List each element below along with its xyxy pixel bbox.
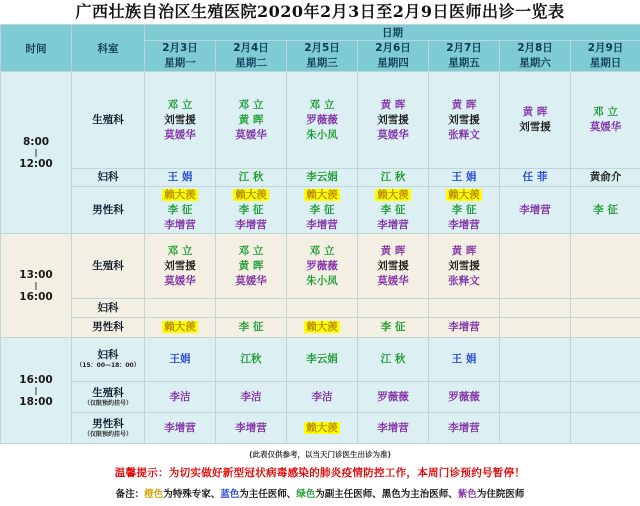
color-legend: [0, 486, 640, 502]
schedule-table: [0, 24, 640, 444]
schedule-cell: 李增营: [145, 413, 216, 444]
day-header: 2月3日 星期一: [145, 41, 216, 72]
schedule-cell: [571, 299, 640, 318]
schedule-cell: 赖大羡: [287, 318, 358, 338]
schedule-cell: [571, 234, 640, 299]
schedule-cell: 赖大羡 李 征 李增营: [358, 187, 429, 234]
schedule-cell: [500, 234, 571, 299]
legend-meaning: 为主治医师、: [400, 489, 458, 500]
legend-color-orange: 橙色: [144, 489, 164, 500]
schedule-cell: [500, 338, 571, 382]
schedule-cell: [571, 413, 640, 444]
day-header: 2月5日 星期三: [287, 41, 358, 72]
session-morning-time: 8:00 | 12:00: [1, 72, 72, 234]
dept-column-header: 科室: [72, 25, 145, 72]
schedule-cell: 江 秋: [358, 338, 429, 382]
schedule-cell: 任 菲: [500, 169, 571, 187]
schedule-cell: 李洁: [145, 382, 216, 413]
session-afternoon-time: 13:00 | 16:00: [1, 234, 72, 338]
schedule-cell: 黄 晖 刘雪援 张释文: [429, 234, 500, 299]
schedule-cell: 李云娟: [287, 338, 358, 382]
day-header: 2月4日 星期二: [216, 41, 287, 72]
legend-meaning: 为主任医师、: [239, 489, 297, 500]
schedule-cell: 邓 立 莫媛华: [571, 72, 640, 169]
legend-prefix: 备注：: [115, 489, 145, 500]
schedule-cell: 李增营: [216, 413, 287, 444]
legend-meaning: 为副主任医师、: [315, 489, 382, 500]
schedule-cell: 黄 晖 刘雪援: [500, 72, 571, 169]
schedule-cell: 王娟: [145, 338, 216, 382]
day-header: 2月6日 星期四: [358, 41, 429, 72]
schedule-cell: 李 征: [216, 318, 287, 338]
dept-gynecology: 妇科: [72, 299, 145, 318]
dept-reproductive: 生殖科: [72, 234, 145, 299]
session-evening-time: 16:00 | 18:00: [1, 338, 72, 444]
schedule-cell: 王 娟: [429, 338, 500, 382]
reference-note: (此表仅供参考，以当天门诊医生出诊为准): [249, 450, 391, 459]
schedule-cell: [571, 382, 640, 413]
schedule-cell: 李增营: [500, 187, 571, 234]
schedule-cell: [500, 413, 571, 444]
dept-reproductive: 生殖科 （仅限预约挂号）: [72, 382, 145, 413]
schedule-cell: [145, 299, 216, 318]
day-header: 2月8日 星期六: [500, 41, 571, 72]
schedule-cell: 江 秋: [216, 169, 287, 187]
schedule-cell: 邓 立 刘雪援 莫媛华: [145, 72, 216, 169]
schedule-cell: 王 娟: [145, 169, 216, 187]
dept-andrology: 男性科 （仅限预约挂号）: [72, 413, 145, 444]
legend-color-green: 绿色: [296, 489, 316, 500]
schedule-cell: 邓 立 刘雪援 莫媛华: [145, 234, 216, 299]
legend-color-purple: 紫色: [457, 489, 477, 500]
schedule-cell: 邓 立 罗薇薇 朱小凤: [287, 72, 358, 169]
schedule-cell: [500, 299, 571, 318]
schedule-cell: [571, 318, 640, 338]
schedule-cell: [429, 299, 500, 318]
schedule-cell: 李洁: [287, 382, 358, 413]
schedule-cell: 李增营: [429, 413, 500, 444]
schedule-cell: 黄俞介: [571, 169, 640, 187]
schedule-cell: [500, 382, 571, 413]
schedule-cell: 赖大羡 李 征 李增营: [145, 187, 216, 234]
dept-andrology: 男性科: [72, 318, 145, 338]
schedule-cell: [500, 318, 571, 338]
schedule-cell: 罗薇薇: [358, 382, 429, 413]
schedule-cell: [358, 299, 429, 318]
schedule-cell: 黄 晖 刘雪援 张释文: [429, 72, 500, 169]
date-group-header: 日期: [145, 25, 640, 41]
schedule-cell: 王 娟: [429, 169, 500, 187]
day-header: 2月9日 星期日: [571, 41, 640, 72]
schedule-cell: 李洁: [216, 382, 287, 413]
schedule-cell: 赖大羡: [287, 413, 358, 444]
schedule-cell: 江 秋: [358, 169, 429, 187]
schedule-cell: 赖大羡 李 征 李增营: [429, 187, 500, 234]
schedule-cell: [287, 299, 358, 318]
legend-meaning: 为住院医师: [476, 489, 525, 500]
dept-gynecology: 妇科 （15：00—18：00）: [72, 338, 145, 382]
dept-reproductive: 生殖科: [72, 72, 145, 169]
schedule-cell: 黄 晖 刘雪援 莫媛华: [358, 72, 429, 169]
page-title: 广西壮族自治区生殖医院2020年2月3日至2月9日医师出诊一览表: [75, 2, 565, 21]
schedule-cell: 李 征: [571, 187, 640, 234]
day-header: 2月7日 星期五: [429, 41, 500, 72]
schedule-cell: 李云娟: [287, 169, 358, 187]
schedule-cell: 黄 晖 刘雪援 莫媛华: [358, 234, 429, 299]
schedule-cell: 邓 立 黄 晖 莫媛华: [216, 72, 287, 169]
schedule-cell: 李 征: [358, 318, 429, 338]
schedule-cell: [216, 299, 287, 318]
schedule-cell: 赖大羡 李 征 李增营: [216, 187, 287, 234]
schedule-cell: 赖大羡 李 征 李增营: [287, 187, 358, 234]
warm-tip: 温馨提示：为切实做好新型冠状病毒感染的肺炎疫情防控工作，本周门诊预约号暂停！: [114, 467, 526, 479]
schedule-cell: 赖大羡: [145, 318, 216, 338]
dept-gynecology: 妇科: [72, 169, 145, 187]
legend-color-blue: 蓝色: [220, 489, 240, 500]
time-column-header: 时间: [1, 25, 72, 72]
dept-andrology: 男性科: [72, 187, 145, 234]
schedule-cell: 罗薇薇: [429, 382, 500, 413]
schedule-cell: 李增营: [429, 318, 500, 338]
legend-color-black: 黑色: [381, 489, 401, 500]
schedule-cell: 江秋: [216, 338, 287, 382]
schedule-cell: 李增营: [358, 413, 429, 444]
schedule-cell: 邓 立 黄 晖 莫媛华: [216, 234, 287, 299]
schedule-cell: 邓 立 罗薇薇 朱小凤: [287, 234, 358, 299]
legend-meaning: 为特殊专家、: [163, 489, 221, 500]
schedule-cell: [571, 338, 640, 382]
